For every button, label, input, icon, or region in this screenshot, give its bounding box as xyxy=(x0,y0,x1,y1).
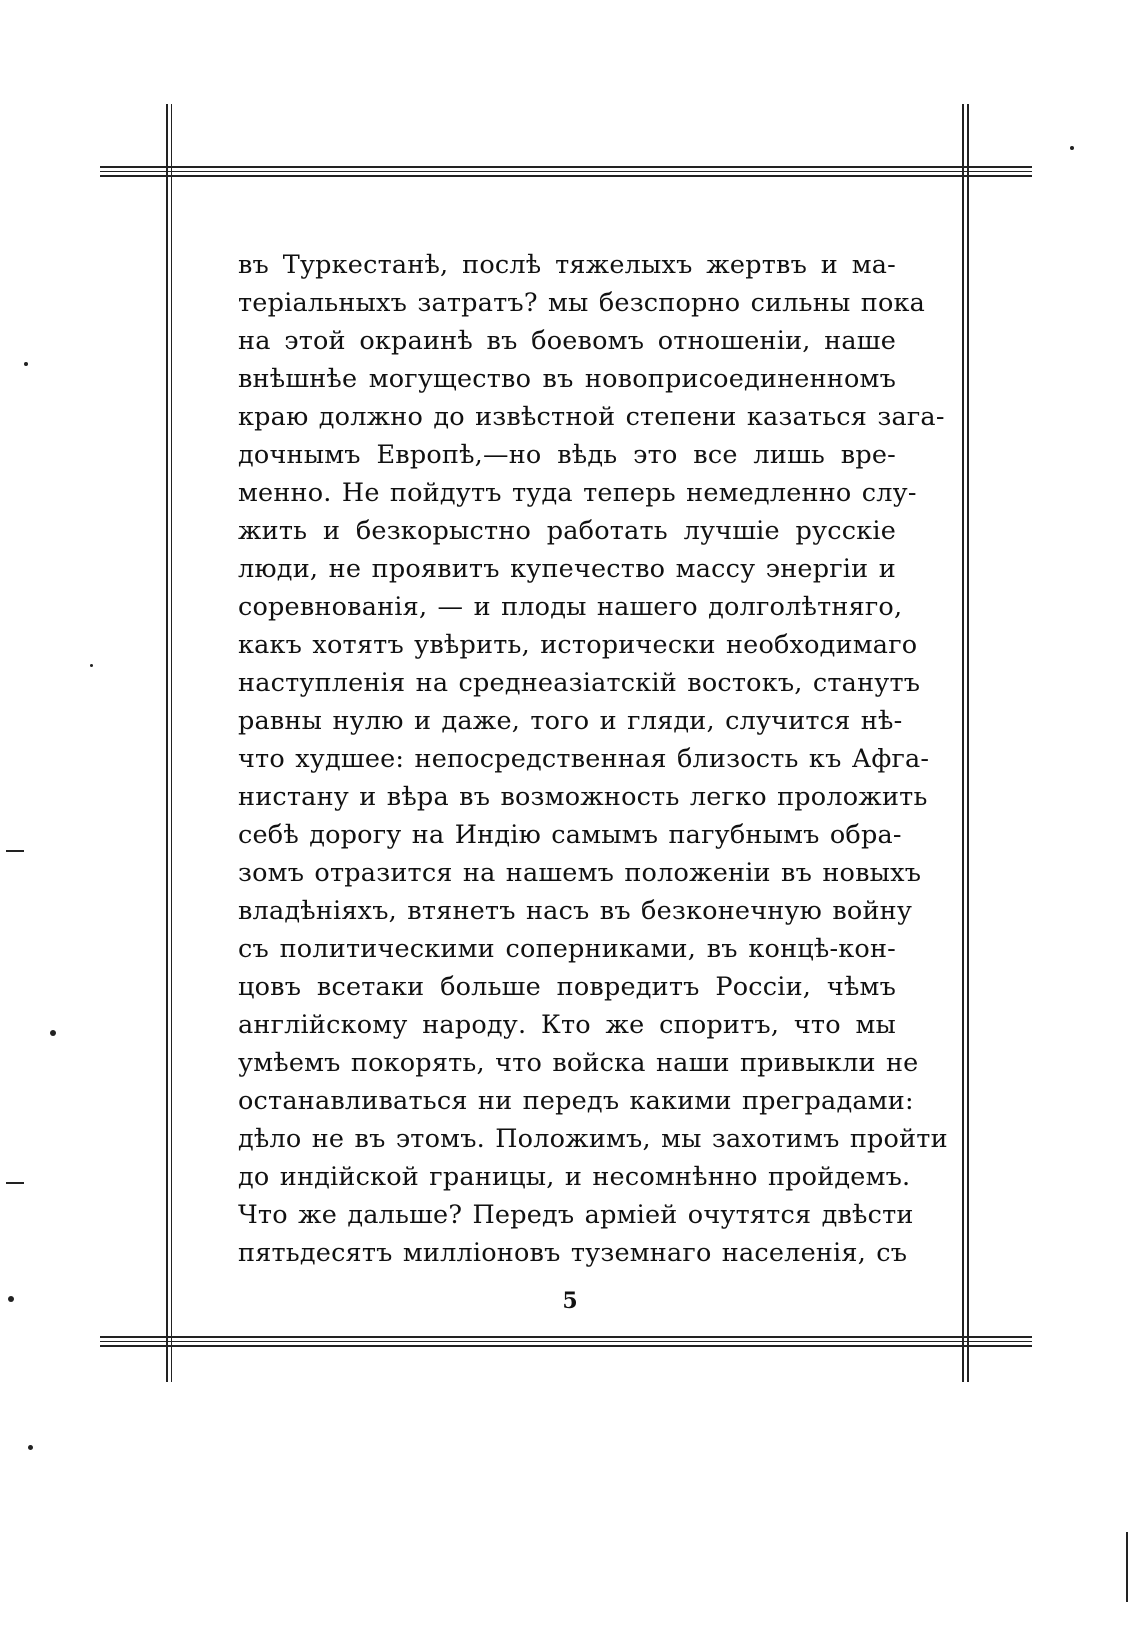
scan-speck xyxy=(1070,146,1074,150)
scan-mark xyxy=(6,1182,24,1184)
text-line: краю должно до извѣстной степени казаться зага- xyxy=(238,402,945,432)
scan-speck xyxy=(8,1296,14,1302)
text-line: останавливаться ни передъ какими преградами: xyxy=(238,1086,914,1116)
text-line: нистану и вѣра въ возможность легко проложить xyxy=(238,782,928,812)
text-line: умѣемъ покорять, что войска наши привыкли не xyxy=(238,1048,919,1078)
text-line: владѣніяхъ, втянетъ насъ въ безконечную войну xyxy=(238,896,913,926)
bottom-rule xyxy=(100,1336,1032,1338)
text-line: менно. Не пойдутъ туда теперь немедленно слу- xyxy=(238,478,917,508)
text-line: въ Туркестанѣ, послѣ тяжелыхъ жертвъ и ма- xyxy=(238,250,896,280)
text-line: до индійской границы, и несомнѣнно пройдемъ. xyxy=(238,1162,911,1192)
text-line: соревнованія, — и плоды нашего долголѣтняго, xyxy=(238,592,903,622)
text-line: себѣ дорогу на Индію самымъ пагубнымъ обра- xyxy=(238,820,902,850)
text-line: на этой окраинѣ въ боевомъ отношеніи, наше xyxy=(238,326,896,356)
text-line: дочнымъ Европѣ,—но вѣдь это все лишь вре- xyxy=(238,440,896,470)
text-line: англійскому народу. Кто же споритъ, что мы xyxy=(238,1010,896,1040)
text-line: что худшее: непосредственная близость къ Афга- xyxy=(238,744,930,774)
scan-mark xyxy=(6,850,24,852)
scan-speck xyxy=(50,1030,56,1036)
frame-left-line xyxy=(166,104,168,1382)
text-line: наступленія на среднеазіатскій востокъ, станутъ xyxy=(238,668,921,698)
scan-speck xyxy=(24,362,28,366)
page-number: 5 xyxy=(562,1288,578,1314)
text-line: зомъ отразится на нашемъ положеніи въ новыхъ xyxy=(238,858,922,888)
text-line: внѣшнѣе могущество въ новоприсоединенномъ xyxy=(238,364,896,394)
top-rule-lower xyxy=(100,175,1032,177)
scan-speck xyxy=(28,1445,33,1450)
text-line: жить и безкорыстно работать лучшіе русскіе xyxy=(238,516,896,546)
frame-right-line xyxy=(962,104,964,1382)
text-line: дѣло не въ этомъ. Положимъ, мы захотимъ пройти xyxy=(238,1124,948,1154)
bottom-rule-middle xyxy=(100,1341,1032,1342)
text-line: пятьдесятъ милліоновъ туземнаго населенія, съ xyxy=(238,1238,908,1268)
top-rule-middle xyxy=(100,171,1032,172)
text-line: цовъ всетаки больше повредитъ Россіи, чѣмъ xyxy=(238,972,896,1002)
text-line: люди, не проявитъ купечество массу энергіи и xyxy=(238,554,896,584)
body-text xyxy=(238,246,948,1272)
scan-speck xyxy=(90,664,93,667)
text-line: теріальныхъ затратъ? мы безспорно сильны пока xyxy=(238,288,926,318)
bottom-rule-lower xyxy=(100,1345,1032,1347)
text-line: съ политическими соперниками, въ концѣ-кон- xyxy=(238,934,896,964)
top-rule xyxy=(100,166,1032,168)
scan-mark xyxy=(1126,1532,1128,1602)
text-line: какъ хотятъ увѣрить, исторически необходимаго xyxy=(238,630,918,660)
frame-left-line-inner xyxy=(171,104,172,1382)
text-line: Что же дальше? Передъ арміей очутятся двѣсти xyxy=(238,1200,914,1230)
text-line: равны нулю и даже, того и гляди, случится нѣ- xyxy=(238,706,903,736)
frame-right-line-outer xyxy=(967,104,969,1382)
